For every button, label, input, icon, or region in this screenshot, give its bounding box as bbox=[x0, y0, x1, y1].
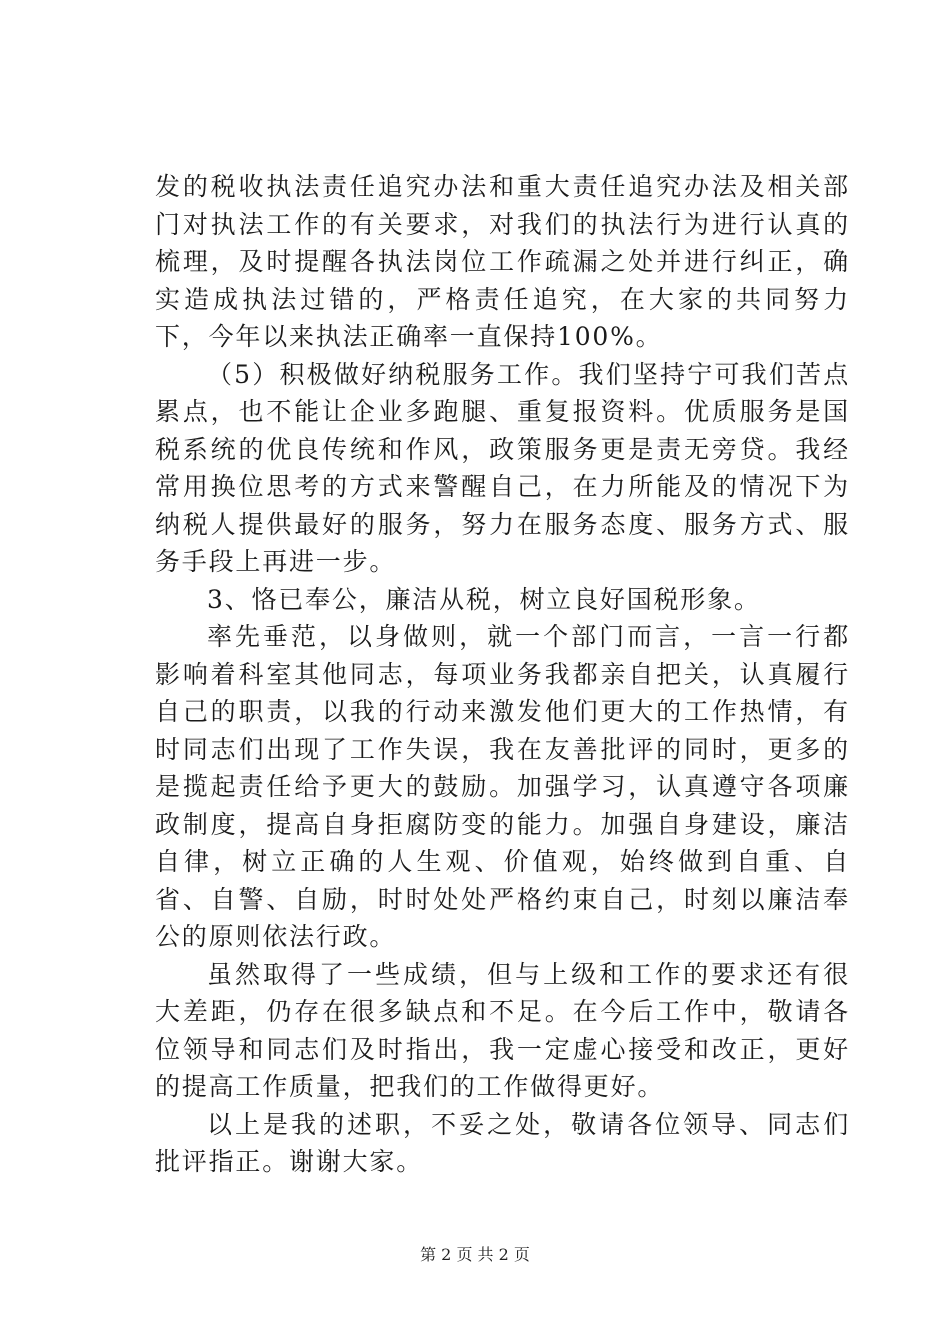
section-heading-3: 3、恪已奉公，廉洁从税，树立良好国税形象。 bbox=[207, 584, 761, 614]
document-body bbox=[155, 168, 850, 1181]
paragraph-6: 以上是我的述职，不妥之处，敬请各位领导、同志们批评指正。谢谢大家。 bbox=[155, 1109, 850, 1176]
page-number-footer: 第 2 页 共 2 页 bbox=[420, 1245, 530, 1264]
paragraph-2: （5）积极做好纳税服务工作。我们坚持宁可我们苦点累点，也不能让企业多跑腿、重复报资料。优质服务是国税系统的优良传统和作风，政策服务更是责无旁贷。我经常用换位思考的方式来警醒自己，在力所能及的情况下为纳税人提供最好的服务，努力在服务态度、服务方式、服务手段上再进一步。 bbox=[155, 359, 850, 576]
paragraph-4: 率先垂范，以身做则，就一个部门而言，一言一行都影响着科室其他同志，每项业务我都亲自把关，认真履行自己的职责，以我的行动来激发他们更大的工作热情，有时同志们出现了工作失误，我在友善批评的同时，更多的是揽起责任给予更大的鼓励。加强学习，认真遵守各项廉政制度，提高自身拒腐防变的能力。加强自身建设，廉洁自律，树立正确的人生观、价值观，始终做到自重、自省、自警、自励，时时处处严格约束自己，时刻以廉洁奉公的原则依法行政。 bbox=[155, 622, 850, 951]
paragraph-5: 虽然取得了一些成绩，但与上级和工作的要求还有很大差距，仍存在很多缺点和不足。在今后工作中，敬请各位领导和同志们及时指出，我一定虚心接受和改正，更好的提高工作质量，把我们的工作做得更好。 bbox=[155, 959, 850, 1101]
paragraph-1: 发的税收执法责任追究办法和重大责任追究办法及相关部门对执法工作的有关要求，对我们的执法行为进行认真的梳理，及时提醒各执法岗位工作疏漏之处并进行纠正，确实造成执法过错的，严格责任追究，在大家的共同努力下，今年以来执法正确率一直保持100%。 bbox=[155, 172, 850, 351]
